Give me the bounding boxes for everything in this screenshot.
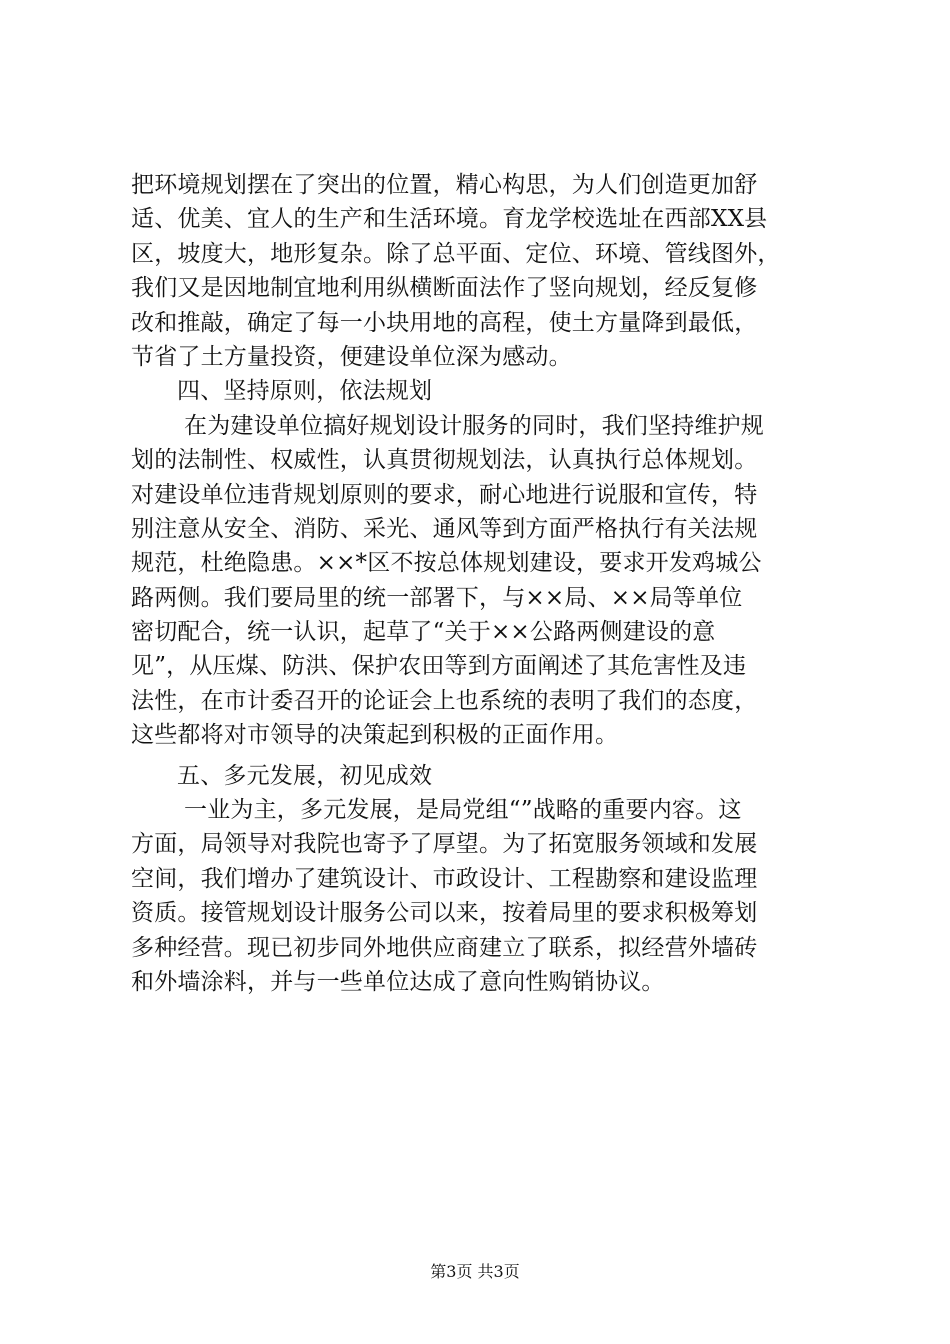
section-heading-5: 五、多元发展，初见成效 <box>177 762 433 789</box>
paragraph-line: 适、优美、宜人的生产和生活环境。育龙学校选址在西部XX县 <box>131 206 768 233</box>
paragraph-line: 我们又是因地制宜地利用纵横断面法作了竖向规划，经反复修 <box>131 275 758 302</box>
paragraph-line: 把环境规划摆在了突出的位置，精心构思，为人们创造更加舒 <box>131 172 758 198</box>
paragraph-line: 节省了土方量投资，便建设单位深为感动。 <box>131 343 572 370</box>
paragraph-line: 见”，从压煤、防洪、保护农田等到方面阐述了其危害性及违 <box>131 653 747 680</box>
paragraph-line: 法性，在市计委召开的论证会上也系统的表明了我们的态度， <box>131 687 758 714</box>
paragraph-line: 一业为主，多元发展，是局党组“”战略的重要内容。这 <box>184 797 742 824</box>
paragraph-line: 划的法制性、权威性，认真贯彻规划法，认真执行总体规划。 <box>131 447 758 474</box>
paragraph-line: 密切配合，统一认识，起草了“关于××公路两侧建设的意 <box>131 619 716 646</box>
paragraph-line: 路两侧。我们要局里的统一部署下，与××局、××局等单位 <box>131 584 743 611</box>
paragraph-line: 资质。接管规划设计服务公司以来，按着局里的要求积极筹划 <box>131 900 758 927</box>
paragraph-line: 多种经营。现已初步同外地供应商建立了联系，拟经营外墙砖 <box>131 934 758 961</box>
section-heading-4: 四、坚持原则，依法规划 <box>177 378 433 405</box>
paragraph-line: 空间，我们增办了建筑设计、市政设计、工程勘察和建设监理 <box>131 865 758 892</box>
paragraph-line: 别注意从安全、消防、采光、通风等到方面严格执行有关法规 <box>131 515 758 542</box>
paragraph-line: 对建设单位违背规划原则的要求，耐心地进行说服和宣传，特 <box>131 481 758 508</box>
paragraph-line: 在为建设单位搞好规划设计服务的同时，我们坚持维护规 <box>184 412 764 439</box>
paragraph-line: 区，坡度大，地形复杂。除了总平面、定位、环境、管线图外， <box>131 240 781 267</box>
paragraph-line: 规范，杜绝隐患。××*区不按总体规划建设，要求开发鸡城公 <box>131 550 762 577</box>
paragraph-line: 和外墙涂料，并与一些单位达成了意向性购销协议。 <box>131 968 665 995</box>
paragraph-line: 改和推敲，确定了每一小块用地的高程，使土方量降到最低， <box>131 309 758 336</box>
paragraph-line: 方面，局领导对我院也寄予了厚望。为了拓宽服务领域和发展 <box>131 831 758 858</box>
document-body <box>131 168 831 999</box>
paragraph-line: 这些都将对市领导的决策起到积极的正面作用。 <box>131 722 619 749</box>
page-footer: 第3页 共3页 <box>430 1262 520 1281</box>
